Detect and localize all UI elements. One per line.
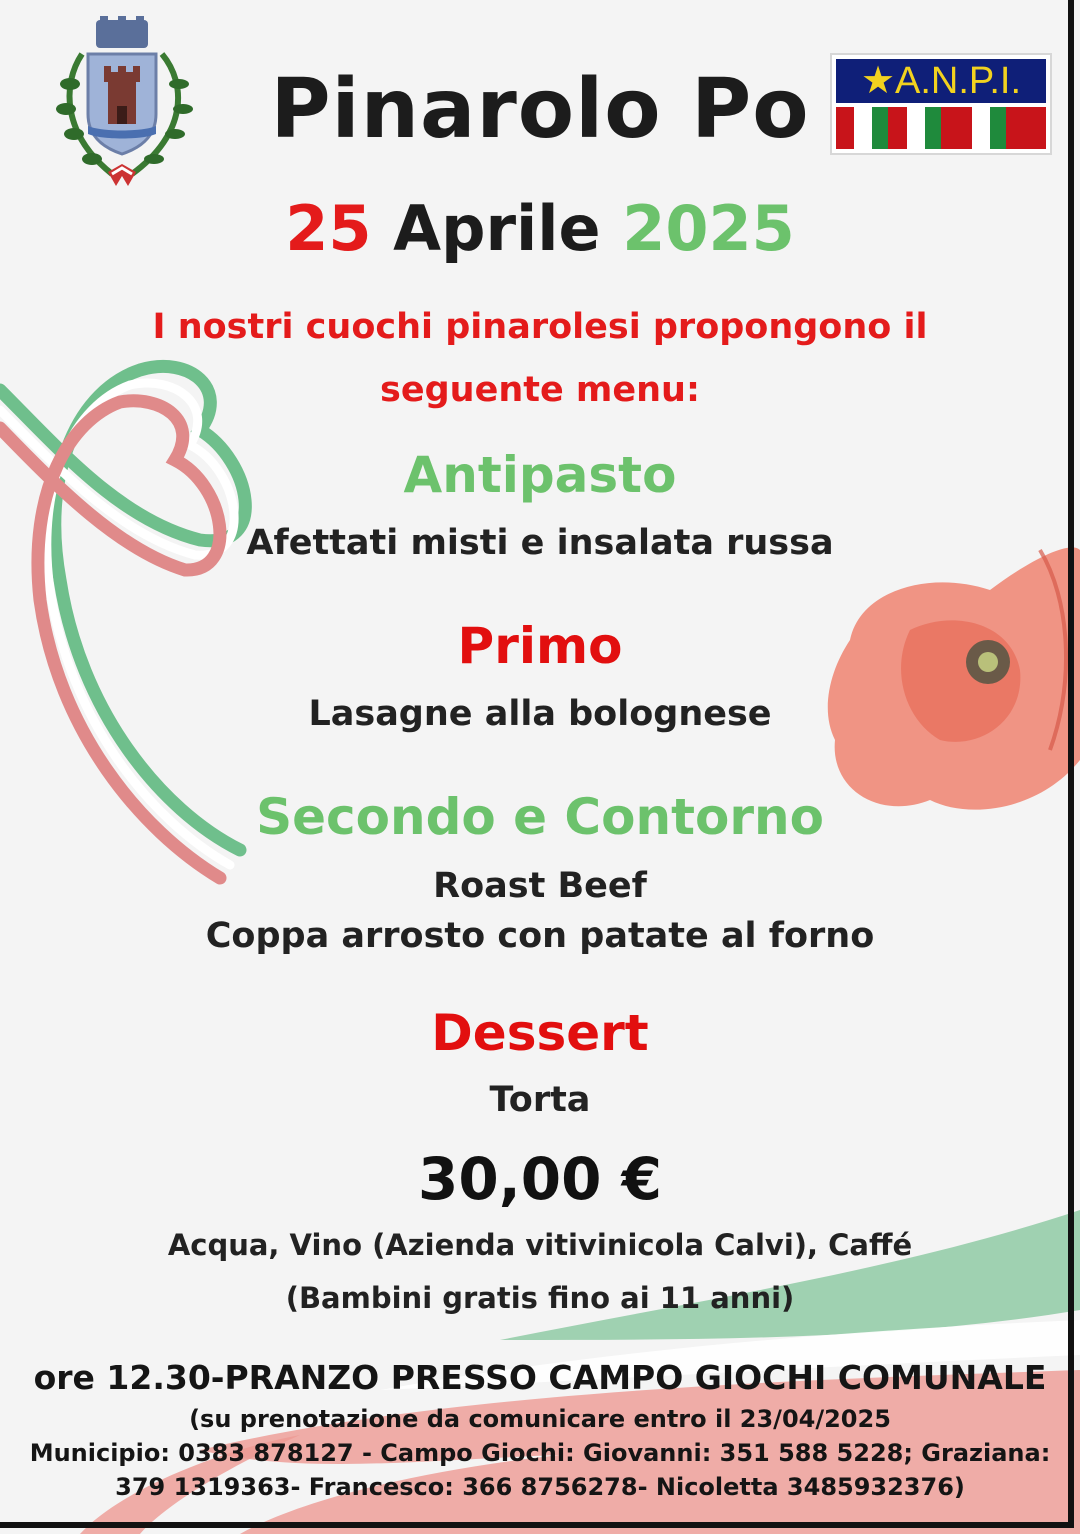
poppy-flower [820,520,1080,830]
course-dessert-title: Dessert [431,1004,649,1062]
menu-intro [0,296,1080,422]
intro-line-2: seguente menu: [380,370,700,410]
date-day: 25 [285,192,372,265]
event-date [0,192,1080,265]
anpi-logo-text: ★A.N.P.I. [860,60,1022,102]
booking-note: (su prenotazione da comunicare entro il 23/04/2025 [189,1405,891,1433]
contacts-line-2: 379 1319363- Francesco: 366 8756278- Nicoletta 3485932376) [115,1473,965,1501]
contacts-line-1: Municipio: 0383 878127 - Campo Giochi: Giovanni: 351 588 5228; Graziana: [29,1439,1051,1467]
date-month: Aprile [393,192,601,265]
kids-note: (Bambini gratis fino ai 11 anni) [285,1281,795,1315]
menu-price: 30,00 € [417,1145,662,1213]
time-and-place: ore 12.30-PRANZO PRESSO CAMPO GIOCHI COMUNALE [33,1358,1047,1397]
course-secondo-dish-2: Coppa arrosto con patate al forno [205,916,875,956]
date-year: 2025 [622,192,795,265]
course-secondo-title: Secondo e Contorno [256,788,824,846]
course-antipasto-dish: Afettati misti e insalata russa [246,523,834,563]
course-antipasto-title: Antipasto [403,446,677,504]
town-title: Pinarolo Po [270,62,810,157]
course-dessert-dish: Torta [489,1080,591,1120]
course-primo-dish: Lasagne alla bolognese [308,694,772,734]
intro-line-1: I nostri cuochi pinarolesi propongono il [152,307,928,347]
course-secondo-dish-1: Roast Beef [433,866,647,906]
price-includes: Acqua, Vino (Azienda vitivinicola Calvi), Caffé [167,1228,913,1262]
course-primo-title: Primo [457,617,623,675]
